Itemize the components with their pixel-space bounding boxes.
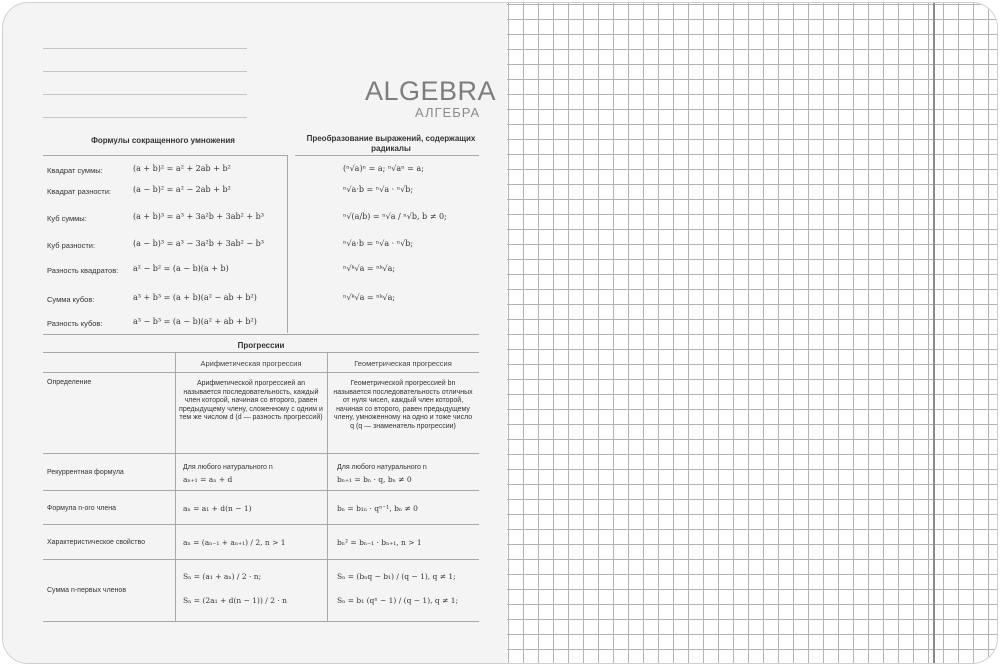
divider: [43, 155, 287, 156]
divider: [327, 352, 328, 622]
geom-nth-term: bₙ = b₁ₙ · qⁿ⁻¹, bₙ ≠ 0: [337, 504, 418, 513]
divider: [43, 524, 479, 525]
radical-formula: ⁿ√a·b = ⁿ√a · ⁿ√b;: [343, 239, 414, 248]
radical-formula: ⁿ√a·b = ⁿ√a · ⁿ√b;: [343, 185, 414, 194]
divider: [43, 559, 479, 560]
arith-nth-term: aₙ = a₁ + d(n − 1): [183, 504, 252, 513]
row-label: Разность кубов:: [47, 319, 103, 328]
row-label: Разность квадратов:: [47, 266, 119, 275]
grid-page: [507, 3, 997, 663]
radical-formula: ⁿ√ᵏ√a = ⁿᵏ√a;: [343, 264, 396, 273]
divider: [43, 490, 479, 491]
divider: [287, 155, 288, 333]
name-line-3: [43, 94, 247, 95]
multiplication-heading: Формулы сокращенного умножения: [91, 136, 235, 145]
row-label: Сумма кубов:: [47, 295, 95, 304]
arith-recurrence-formula: aₙ₊₁ = aₙ + d: [183, 475, 233, 484]
row-label: Определение: [47, 379, 92, 386]
arith-characteristic: aₙ = (aₙ₋₁ + aₙ₊₁) / 2, n > 1: [183, 538, 286, 547]
formula: (a − b)² = a² − 2ab + b²: [133, 185, 231, 194]
notebook-spread: [2, 2, 998, 664]
col-geometric: Геометрическая прогрессия: [354, 359, 452, 368]
divider: [43, 453, 479, 454]
arith-definition: Арифметической прогрессией an называется последовательность, каждый член которой, начиная со второго, равен предыдущему члену, сложенному с одним и тем же числом d (d — разность прогрессий): [179, 380, 323, 422]
progressions-heading: Прогрессии: [237, 341, 285, 350]
arith-sum-1: Sₙ = (a₁ + aₙ) / 2 · n;: [183, 572, 262, 581]
radical-formula: ⁿ√(a/b) = ⁿ√a / ⁿ√b, b ≠ 0;: [343, 212, 447, 221]
geom-definition: Геометрической прогрессией bn называется последовательность отличных от нуля чисел, каждый член которой, начиная со второго, равен предыдущему члену, умноженному на одно и тоже число q (q — знаменатель прогрессии): [333, 380, 473, 430]
divider: [43, 334, 479, 335]
geom-sum-2: Sₙ = b₁ (qⁿ − 1) / (q − 1), q ≠ 1;: [337, 596, 459, 605]
radicals-heading: Преобразование выражений, содержащих радикалы: [306, 134, 476, 153]
name-line-4: [43, 117, 247, 118]
col-arithmetic: Арифметическая прогрессия: [200, 359, 302, 368]
radical-formula: ⁿ√ᵏ√a = ⁿᵏ√a;: [343, 293, 396, 302]
arith-recurrence-text: Для любого натурального n: [183, 464, 273, 471]
formula: a³ − b³ = (a − b)(a² + ab + b²): [133, 317, 257, 326]
row-label: Квадрат суммы:: [47, 166, 103, 175]
divider: [43, 372, 479, 373]
algebra-cover-page: [3, 3, 507, 663]
row-label: Сумма n-первых членов: [47, 587, 127, 594]
formula: (a − b)³ = a³ − 3a²b + 3ab² − b³: [133, 239, 264, 248]
radical-formula: (ⁿ√a)ⁿ = a; ⁿ√aⁿ = a;: [343, 164, 424, 173]
formula: a³ + b³ = (a + b)(a² − ab + b²): [133, 293, 257, 302]
geom-characteristic: bₙ² = bₙ₋₁ · bₙ₊₁, n > 1: [337, 538, 422, 547]
title: ALGEBRA: [365, 76, 497, 106]
geom-sum-1: Sₙ = (bₙq − b₁) / (q − 1), q ≠ 1;: [337, 572, 456, 581]
geom-recurrence-formula: bₙ₊₁ = bₙ · q, bₙ ≠ 0: [337, 475, 412, 484]
name-line-1: [43, 48, 247, 49]
row-label: Формула n-ого члена: [47, 505, 117, 512]
formula: a² − b² = (a − b)(a + b): [133, 264, 229, 273]
formula: (a + b)² = a² + 2ab + b²: [133, 164, 231, 173]
arith-sum-2: Sₙ = (2a₁ + d(n − 1)) / 2 · n: [183, 596, 287, 605]
margin-line: [933, 3, 935, 663]
divider: [43, 621, 479, 622]
divider: [43, 352, 479, 353]
subtitle: АЛГЕБРА: [415, 105, 481, 120]
row-label: Рекуррентная формула: [47, 469, 124, 476]
row-label: Квадрат разности:: [47, 187, 111, 196]
row-label: Характеристическое свойство: [47, 539, 146, 546]
geom-recurrence-text: Для любого натурального n: [337, 464, 427, 471]
formula: (a + b)³ = a³ + 3a²b + 3ab² + b³: [133, 212, 264, 221]
row-label: Куб суммы:: [47, 214, 87, 223]
row-label: Куб разности:: [47, 241, 96, 250]
name-line-2: [43, 71, 247, 72]
divider: [295, 155, 479, 156]
divider: [175, 352, 176, 622]
